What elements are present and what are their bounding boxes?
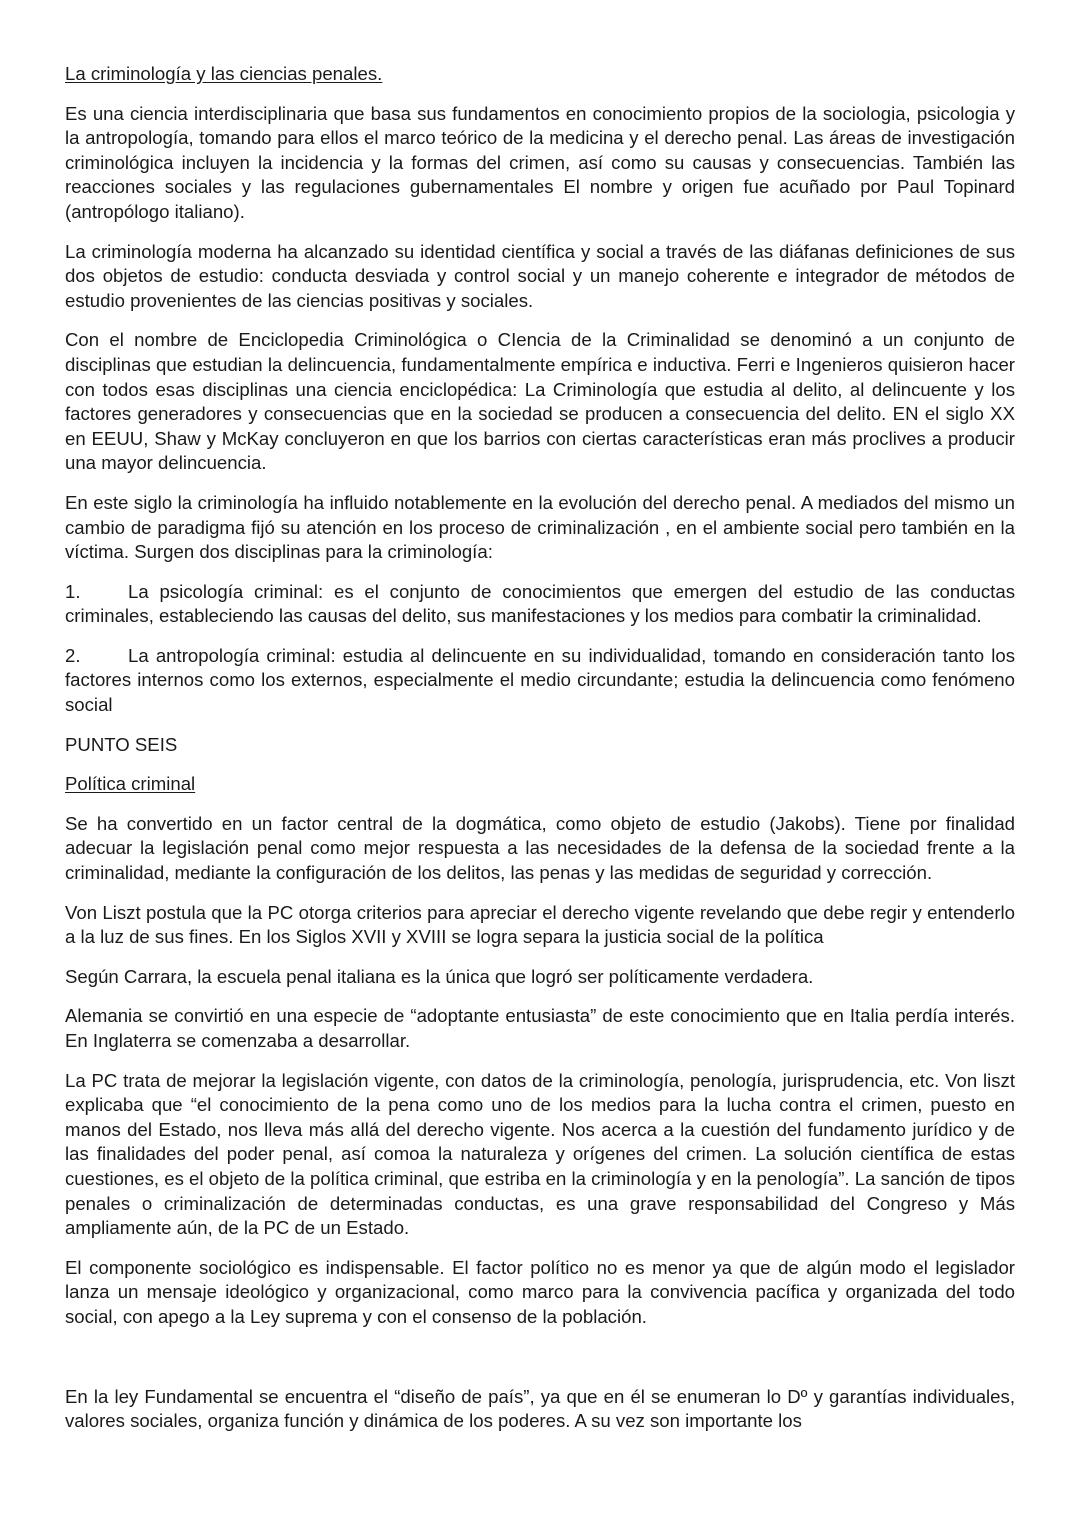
section-heading-politica-criminal: Política criminal [65,773,196,795]
paragraph: La PC trata de mejorar la legislación vigente, con datos de la criminología, penología, jurisprudencia, etc. Von liszt explicaba que “el conocimiento de la pena como uno de los medios para la lucha contra el crimen, puesto en manos del Estado, nos lleva más allá del derecho vigente. Nos acerca a la cuestión del fundamento jurídico y de las finalidades del poder penal, así comoa la naturaleza y orígenes del crimen. La solución científica de estas cuestiones, es el objeto de la política criminal, que estriba en la criminología y en la penología”. La sanción de tipos penales o criminalización de determinadas conductas, es una grave responsabilidad del Congreso y Más ampliamente aún, de la PC de un Estado. [65,1069,1015,1239]
list-item-1 [65,580,1015,629]
list-number: 2. [65,644,81,666]
paragraph: Alemania se convirtió en una especie de “adoptante entusiasta” de este conocimiento que en Italia perdía interés. En Inglaterra se comenzaba a desarrollar. [65,1005,1015,1051]
paragraph: Con el nombre de Enciclopedia Criminológica o CIencia de la Criminalidad se denominó a un conjunto de disciplinas que estudian la delincuencia, fundamentalmente empírica e inductiva. Ferri e Ingenieros quisieron hacer con todos esas disciplinas una ciencia enciclopédica: La Criminología que estudia al delito, al delincuente y los factores generadores y consecuencias que en la sociedad se producen a consecuencia del delito. EN el siglo XX en EEUU, Shaw y McKay concluyeron en que los barrios con ciertas características eran más proclives a producir una mayor delincuencia. [65,329,1015,474]
paragraph: Se ha convertido en un factor central de la dogmática, como objeto de estudio (Jakobs). Tiene por finalidad adecuar la legislación penal como mejor respuesta a las necesidades de la defensa de la sociedad frente a la criminalidad, mediante la configuración de los delitos, las penas y las medidas de seguridad y corrección. [65,812,1015,884]
list-number: 1. [65,580,81,602]
blank-gap [65,1345,1015,1385]
paragraph: En este siglo la criminología ha influido notablemente en la evolución del derecho penal. A mediados del mismo un cambio de paradigma fijó su atención en los proceso de criminalización , en el ambiente social pero también en la víctima. Surgen dos disciplinas para la criminología: [65,491,1015,563]
list-text: La psicología criminal: es el conjunto de conocimientos que emergen del estudio de las conductas criminales, estableciendo las causas del delito, sus manifestaciones y los medios para combatir la criminalidad. [65,580,1015,627]
document-page [65,62,1015,1449]
paragraph: El componente sociológico es indispensable. El factor político no es menor ya que de algún modo el legislador lanza un mensaje ideológico y organizacional, como marco para la convivencia pacífica y organizada del todo social, con apego a la Ley suprema y con el consenso de la población. [65,1256,1015,1327]
list-text: La antropología criminal: estudia al delincuente en su individualidad, tomando en consideración tanto los factores internos como los externos, especialmente el medio circundante; estudia la delincuencia como fenómeno social [65,644,1015,716]
paragraph: La criminología moderna ha alcanzado su identidad científica y social a través de las diáfanas definiciones de sus dos objetos de estudio: conducta desviada y control social y un manejo coherente e integrador de métodos de estudio provenientes de las ciencias positivas y sociales. [65,240,1015,311]
paragraph: Según Carrara, la escuela penal italiana es la única que logró ser políticamente verdadera. [65,965,814,987]
paragraph-last: En la ley Fundamental se encuentra el “diseño de país”, ya que en él se enumeran lo Dº y garantías individuales, valores sociales, organiza función y dinámica de los poderes. A su vez son importante los [65,1385,1015,1432]
section-heading-criminologia: La criminología y las ciencias penales. [65,63,383,84]
paragraph: Es una ciencia interdisciplinaria que basa sus fundamentos en conocimiento propios de la sociologia, psicologia y la antropología, tomando para ellos el marco teórico de la medicina y el derecho penal. Las áreas de investigación criminológica incluyen la incidencia y la formas del crimen, así como su causas y consecuencias. También las reacciones sociales y las regulaciones gubernamentales El nombre y origen fue acuñado por Paul Topinard (antropólogo italiano). [65,102,1015,222]
list-item-2 [65,644,1015,718]
section-label: PUNTO SEIS [65,733,178,755]
paragraph: Von Liszt postula que la PC otorga criterios para apreciar el derecho vigente revelando que debe regir y entenderlo a la luz de sus fines. En los Siglos XVII y XVIII se logra separa la justicia social de la política [65,901,1015,948]
